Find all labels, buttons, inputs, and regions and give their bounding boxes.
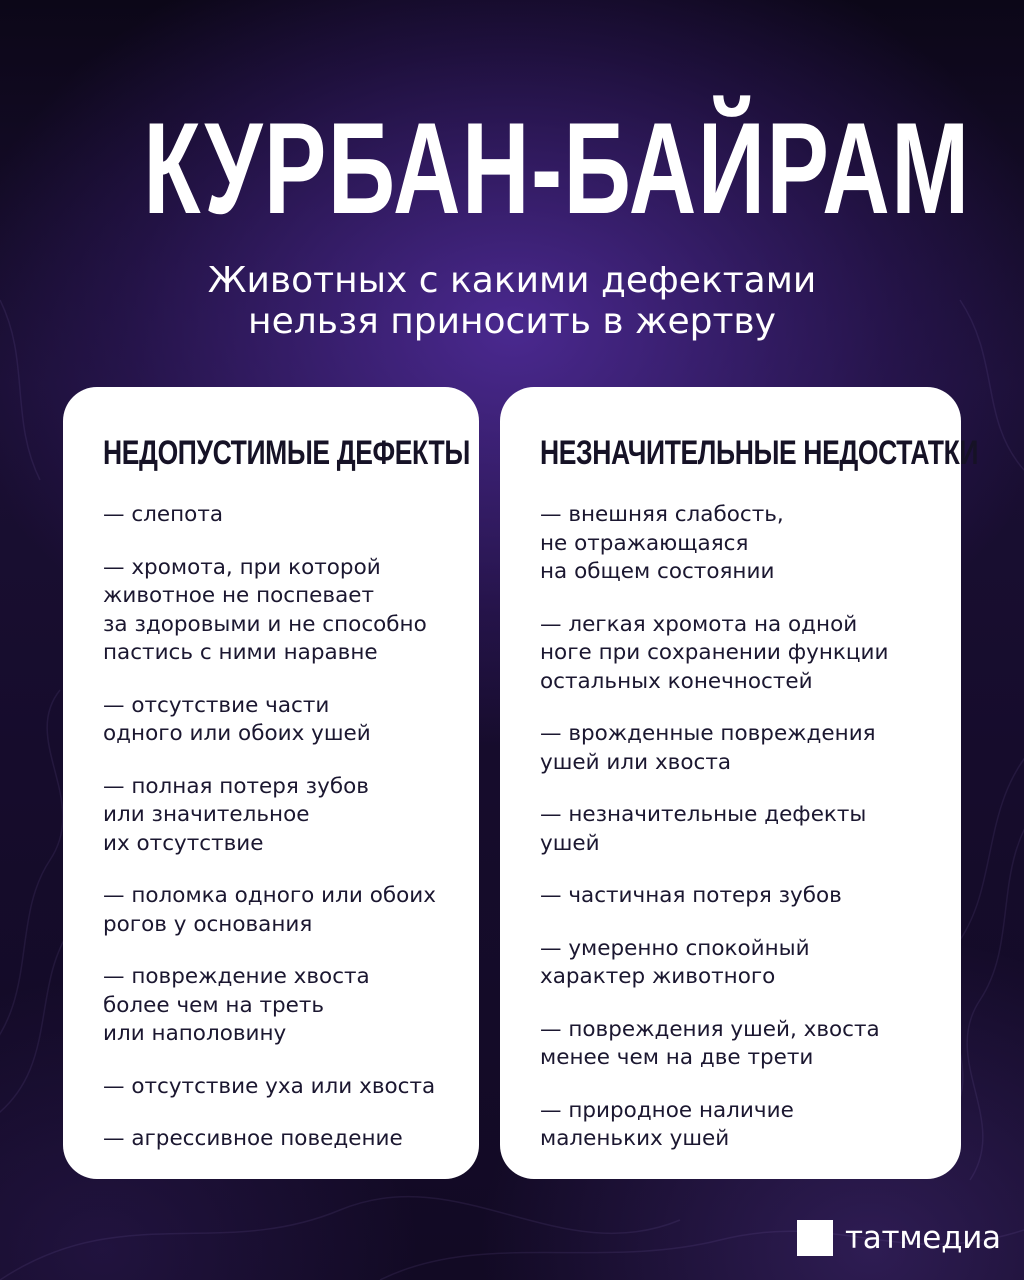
list-item xyxy=(103,1125,467,1154)
list-item-line: — слепота xyxy=(103,502,224,527)
flaws-list xyxy=(540,501,949,1178)
list-item-line: — легкая хромота на одной xyxy=(540,611,858,637)
list-item-line: одного или обоих ушей xyxy=(103,721,371,746)
list-item-line: или значительное xyxy=(103,802,310,827)
page-subtitle xyxy=(0,260,1024,342)
defects-list xyxy=(103,501,467,1178)
list-item xyxy=(540,1016,949,1073)
square-logo-icon xyxy=(797,1220,833,1256)
list-item xyxy=(103,554,467,668)
list-item-line: ушей или хвоста xyxy=(540,749,732,775)
list-item-line: не отражающаяся xyxy=(540,530,749,556)
list-item-line: за здоровыми и не способно xyxy=(103,611,427,637)
card-heading: НЕДОПУСТИМЫЕ ДЕФЕКТЫ xyxy=(103,434,470,472)
list-item-line: — поломка одного или обоих xyxy=(103,883,436,908)
list-item-line: — повреждения ушей, хвоста xyxy=(540,1016,880,1042)
list-item-line: — частичная потеря зубов xyxy=(540,883,842,908)
list-item xyxy=(540,501,949,587)
brand-logo xyxy=(797,1219,1001,1257)
page-title: КУРБАН-БАЙРАМ xyxy=(143,95,971,241)
list-item xyxy=(540,882,949,911)
card-heading: НЕЗНАЧИТЕЛЬНЫЕ НЕДОСТАТКИ xyxy=(540,434,979,472)
list-item xyxy=(103,773,467,859)
list-item-line: — полная потеря зубов xyxy=(103,773,369,799)
list-item-line: — природное наличие xyxy=(540,1097,794,1123)
card-minor-flaws xyxy=(500,387,979,1179)
list-item xyxy=(540,935,949,992)
subtitle-line: нельзя приносить в жертву xyxy=(248,301,776,342)
list-item xyxy=(540,720,949,777)
list-item-line: — отсутствие уха или хвоста xyxy=(103,1073,436,1099)
list-item-line: — внешняя слабость, xyxy=(540,502,784,527)
list-item xyxy=(540,801,949,858)
card-unacceptable-defects xyxy=(63,387,479,1179)
list-item-line: — агрессивное поведение xyxy=(103,1126,403,1151)
list-item xyxy=(103,1073,467,1102)
list-item-line: их отсутствие xyxy=(103,830,264,856)
list-item-line: — отсутствие части xyxy=(103,692,330,718)
list-item xyxy=(103,882,467,939)
list-item-line: пастись с ними наравне xyxy=(103,640,378,665)
list-item xyxy=(540,611,949,697)
list-item-line: остальных конечностей xyxy=(540,668,813,694)
list-item-line: — врожденные повреждения xyxy=(540,721,876,746)
list-item-line: — незначительные дефекты xyxy=(540,802,867,827)
list-item-line: животное не поспевает xyxy=(103,583,374,608)
list-item-line: более чем на треть xyxy=(103,992,325,1018)
list-item-line: рогов у основания xyxy=(103,911,313,937)
list-item xyxy=(103,963,467,1049)
list-item-line: ушей xyxy=(540,830,600,856)
list-item xyxy=(540,1097,949,1154)
list-item-line: менее чем на две трети xyxy=(540,1045,814,1070)
list-item-line: ноге при сохранении функции xyxy=(540,640,889,665)
list-item-line: — хромота, при которой xyxy=(103,554,381,580)
list-item-line: маленьких ушей xyxy=(540,1126,730,1151)
list-item xyxy=(103,501,467,530)
brand-name: татмедиа xyxy=(845,1220,1001,1256)
list-item xyxy=(103,692,467,749)
list-item-line: характер животного xyxy=(540,964,776,989)
list-item-line: — умеренно спокойный xyxy=(540,935,810,961)
list-item-line: на общем состоянии xyxy=(540,559,775,584)
list-item-line: — повреждение хвоста xyxy=(103,964,370,989)
list-item-line: или наполовину xyxy=(103,1021,287,1046)
subtitle-line: Животных с какими дефектами xyxy=(207,260,817,301)
